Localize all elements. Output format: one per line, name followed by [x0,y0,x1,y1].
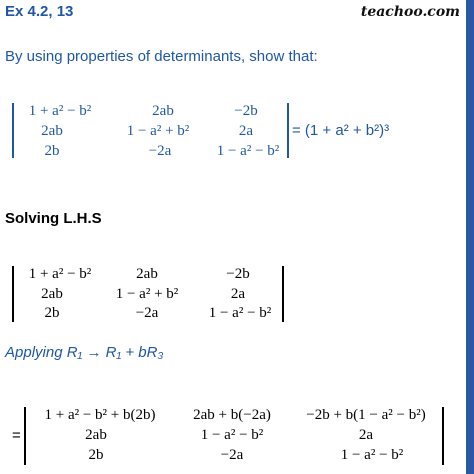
det3-r1c2: 2ab + b(−2a) [193,407,271,423]
det3-right-bar [442,407,444,465]
det1-r2c3: 2a [238,123,254,139]
question-text: By using properties of determinants, show that: [5,48,318,65]
det1-r3c3: 1 − a² − b² [216,143,280,159]
exercise-title: Ex 4.2, 13 [5,3,74,20]
det2-r2c1: 2ab [41,286,63,302]
equals-sign: = [12,427,21,444]
det2-r1c3: −2b [226,266,250,282]
det2-r3c3: 1 − a² − b² [208,305,272,321]
det1-r3c1: 2b [44,143,60,159]
det3-r3c3: 1 − a² − b² [340,447,404,463]
det1-r2c1: 2ab [41,123,63,139]
det1-r1c3: −2b [234,103,258,119]
det1-r1c1: 1 + a² − b² [28,103,92,119]
det3-left-bar [24,407,26,465]
det2-r2c3: 2a [230,286,246,302]
det2-r2c2: 1 − a² + b² [115,286,179,302]
det3-r3c2: −2a [220,447,244,463]
teachoo-logo: teachoo.com [360,4,460,20]
det2-r1c1: 1 + a² − b² [28,266,92,282]
det1-r3c2: −2a [148,143,172,159]
det3-r1c3: −2b + b(1 − a² − b²) [306,407,426,423]
det2-r1c2: 2ab [136,266,158,282]
det3-r2c3: 2a [358,427,374,443]
det1-rhs: = (1 + a² + b²)³ [292,122,390,139]
det3-r2c1: 2ab [85,427,107,443]
det3-r1c1: 1 + a² − b² + b(2b) [44,407,156,423]
det1-r1c2: 2ab [152,103,174,119]
det3-r3c1: 2b [88,447,104,463]
det1-r2c2: 1 − a² + b² [126,123,190,139]
operation-note: Applying R₁ → R₁ + bR₃ [5,344,164,361]
solving-heading: Solving L.H.S [5,210,102,227]
det3-r2c2: 1 − a² − b² [200,427,264,443]
det2-r3c2: −2a [135,305,159,321]
det2-r3c1: 2b [44,305,60,321]
